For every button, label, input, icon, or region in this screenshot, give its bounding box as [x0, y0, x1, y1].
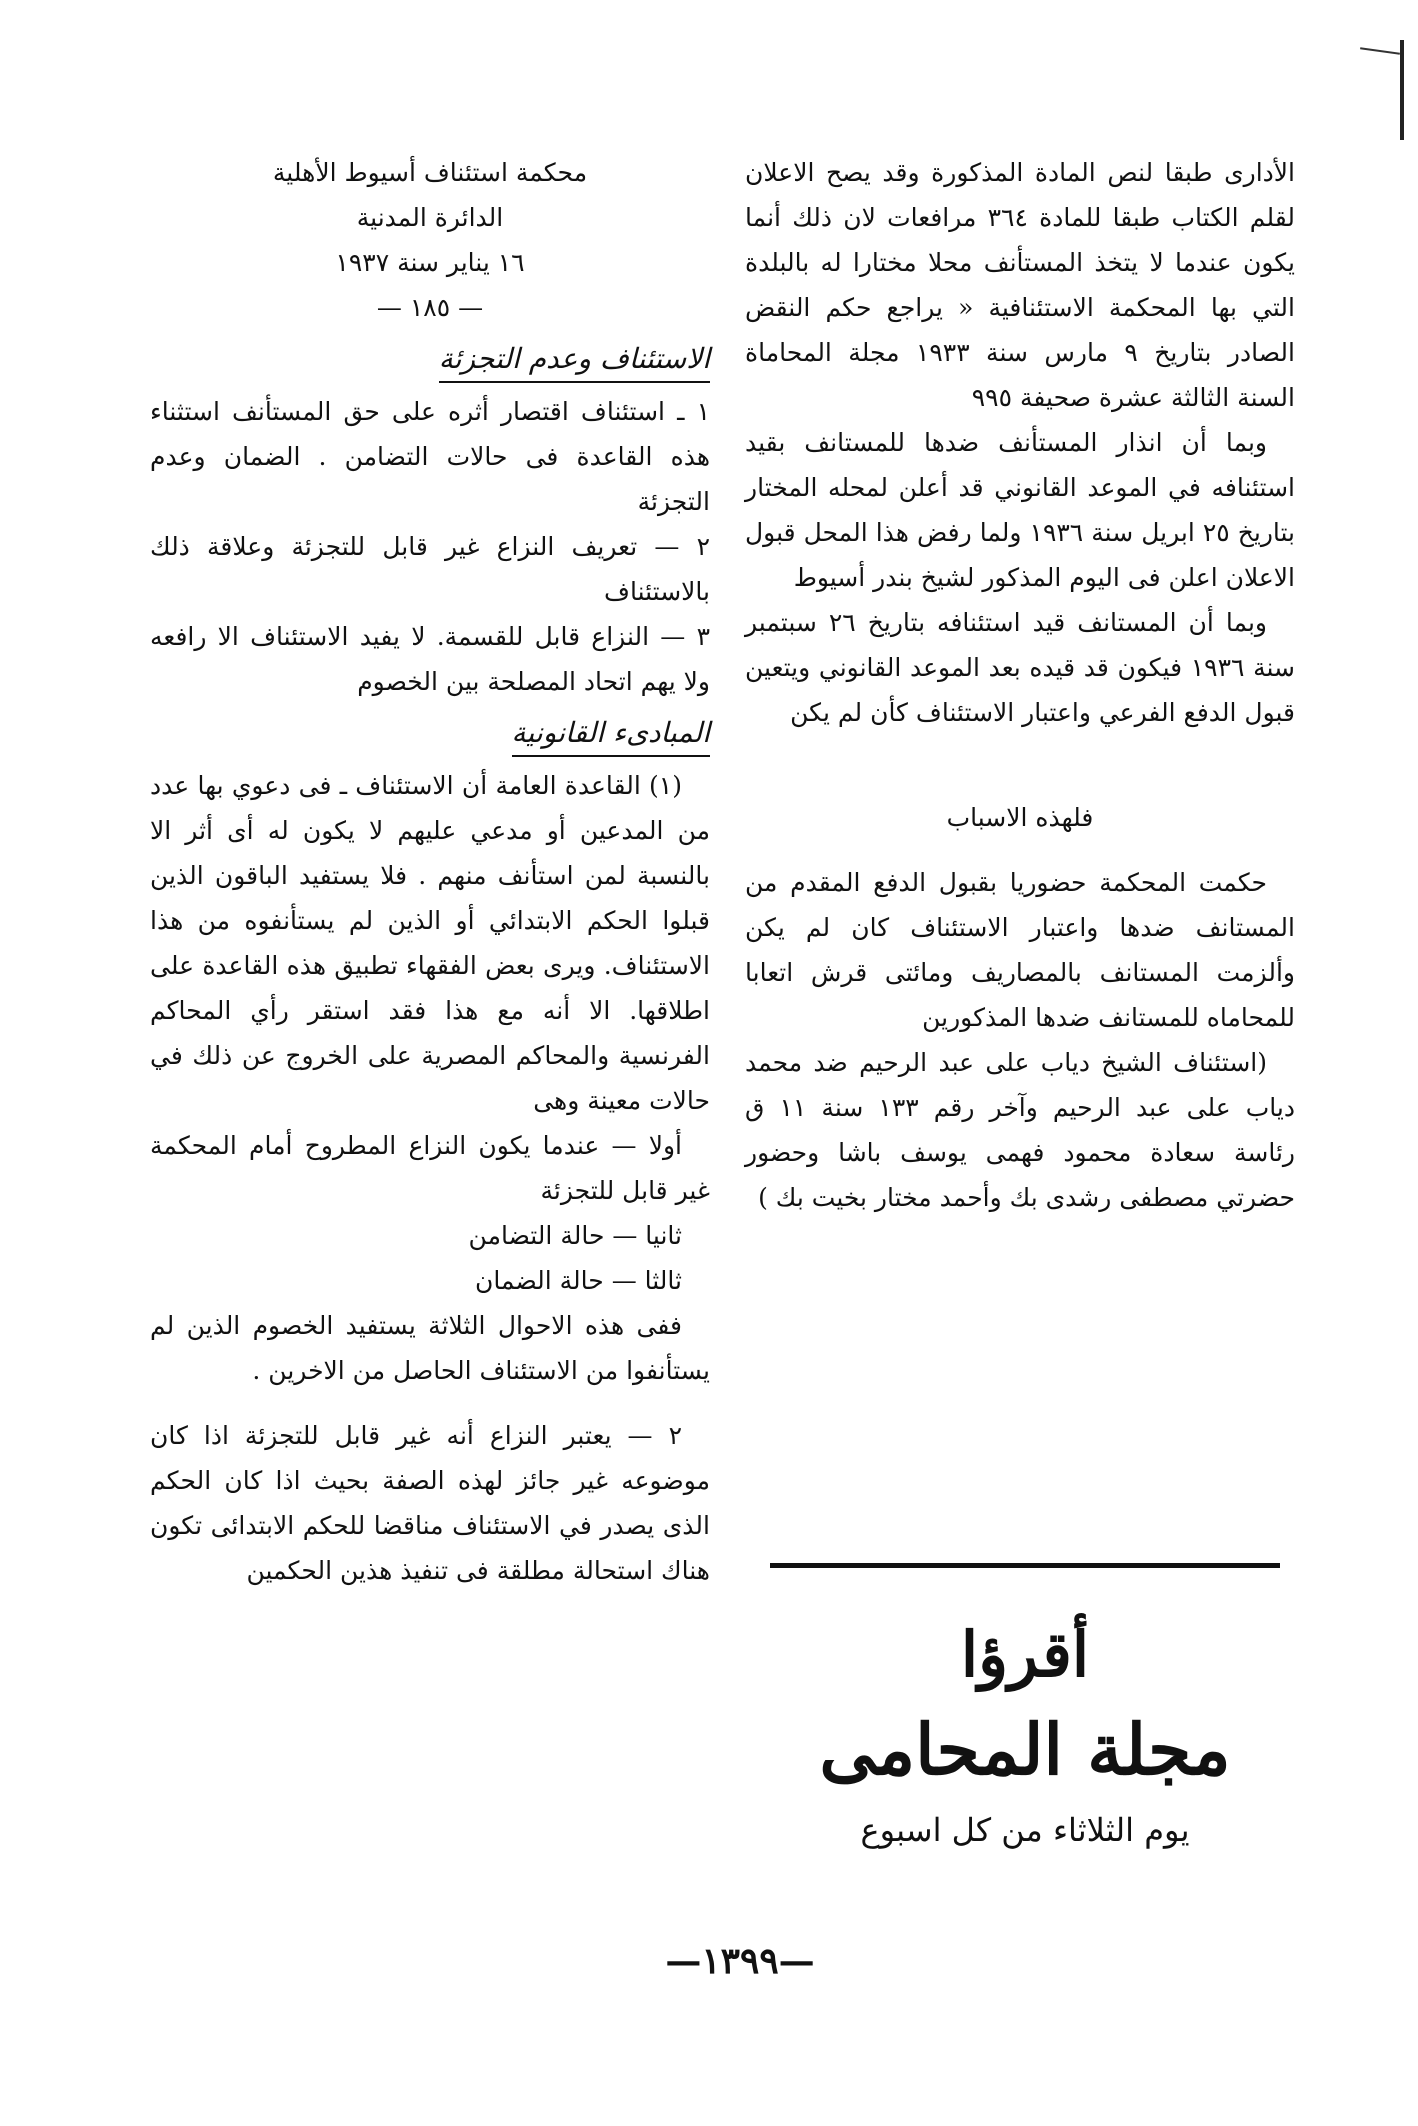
reasons-heading: فلهذه الاسباب: [946, 803, 1094, 832]
right-paragraph-2: وبما أن انذار المستأنف ضدها للمستانف بقيد استئنافه في الموعد القانوني قد أعلن لمحله المختار بتاريخ ٢٥ ابريل سنة ١٩٣٦ ولما رفض هذا المحل قبول الاعلان اعلن فى اليوم المذكور لشيخ بندر أسيوط: [745, 428, 1296, 592]
advert-call-to-read: أقرؤا: [960, 1618, 1090, 1691]
margin-tick: [1360, 47, 1400, 55]
summary-2: ٢ — تعريف النزاع غير قابل للتجزئة وعلاقة ذلك بالاستئناف: [150, 532, 710, 606]
principle-1: (١) القاعدة العامة أن الاستئناف ـ فى دعوي بها عدد من المدعين أو مدعي عليهم لا يكون له أى أثر الا بالنسبة لمن استأنف منهم . فلا يستفيد الباقون الذين قبلوا الحكم الابتدائي أو الذين لم يستأنفوه من هذا الاستئناف. ويرى بعض الفقهاء تطبيق هذه القاعدة على اطلاقها. الا أنه مع هذا فقد استقر رأي المحاكم الفرنسية والمحاكم المصرية على الخروج عن ذلك في حالات معينة وهى: [150, 771, 710, 1115]
exception-1: أولا — عندما يكون النزاع المطروح أمام المحكمة غير قابل للتجزئة: [150, 1131, 710, 1205]
left-column: [150, 150, 710, 1593]
advert-magazine-title: مجلة المحامى: [819, 1708, 1231, 1791]
magazine-advert: [770, 1610, 1280, 1860]
right-paragraph-3: وبما أن المستانف قيد استئنافه بتاريخ ٢٦ سبتمبر سنة ١٩٣٦ فيكون قد قيده بعد الموعد القانوني ويتعين قبول الدفع الفرعي واعتبار الاستئناف كأن لم يكن: [745, 608, 1295, 727]
summary-3: ٣ — النزاع قابل للقسمة. لا يفيد الاستئناف الا رافعه ولا يهم اتحاد المصلحة بين الخصوم: [150, 622, 710, 696]
summary-1: ١ ـ استئناف اقتصار أثره على حق المستأنف استثناء هذه القاعدة فى حالات التضامن . الضمان وعدم التجزئة: [150, 397, 710, 516]
circuit-name: الدائرة المدنية: [356, 203, 504, 232]
case-parties-paragraph: (استئناف الشيخ دياب على عبد الرحيم ضد محمد دياب على عبد الرحيم وآخر رقم ١٣٣ سنة ١١ ق رئاسة سعادة محمود فهمى يوسف باشا وحضور حضرتي مصطفى رشدى بك وأحمد مختار بخيت بك ): [745, 1048, 1295, 1212]
court-name: محكمة استئناف أسيوط الأهلية: [272, 158, 588, 187]
ruling-paragraph: حكمت المحكمة حضوريا بقبول الدفع المقدم من المستانف ضدها واعتبار الاستئناف كان لم يكن وألزمت المستانف بالمصاريف ومائتى قرش اتعابا للمحاماه للمستانف ضدها المذكورين: [745, 868, 1295, 1032]
principles-heading: المبادىء القانونية: [512, 710, 710, 757]
case-number: — ١٨٥ —: [376, 293, 484, 322]
right-paragraph-1: الأدارى طبقا لنص المادة المذكورة وقد يصح الاعلان لقلم الكتاب طبقا للمادة ٣٦٤ مرافعات لان ذلك أنما يكون عندما لا يتخذ المستأنف محلا مختارا له بالبلدة التي بها المحكمة الاستئنافية « يراجع حكم النقض الصادر بتاريخ ٩ مارس سنة ١٩٣٣ مجلة المحاماة السنة الثالثة عشرة صحيفة ٩٩٥: [745, 158, 1295, 412]
principle-1-conclusion: ففى هذه الاحوال الثلاثة يستفيد الخصوم الذين لم يستأنفوا من الاستئناف الحاصل من الاخرين .: [150, 1311, 710, 1385]
horizontal-rule: [770, 1563, 1280, 1568]
advert-schedule: يوم الثلاثاء من كل اسبوع: [860, 1811, 1190, 1849]
right-column: [745, 150, 1295, 1220]
margin-bar: [1400, 40, 1404, 140]
principle-2: ٢ — يعتبر النزاع أنه غير قابل للتجزئة اذا كان موضوعه غير جائز لهذه الصفة بحيث اذا كان الحكم الذى يصدر في الاستئناف مناقضا للحكم الابتدائى تكون هناك استحالة مطلقة فى تنفيذ هذين الحكمين: [150, 1421, 710, 1585]
exception-3: ثالثا — حالة الضمان: [475, 1266, 682, 1295]
topic-heading: الاستئناف وعدم التجزئة: [439, 336, 710, 383]
judgment-date: ١٦ يناير سنة ١٩٣٧: [335, 248, 525, 277]
exception-2: ثانيا — حالة التضامن: [468, 1221, 682, 1250]
page-number: —١٣٩٩—: [665, 1940, 815, 1982]
